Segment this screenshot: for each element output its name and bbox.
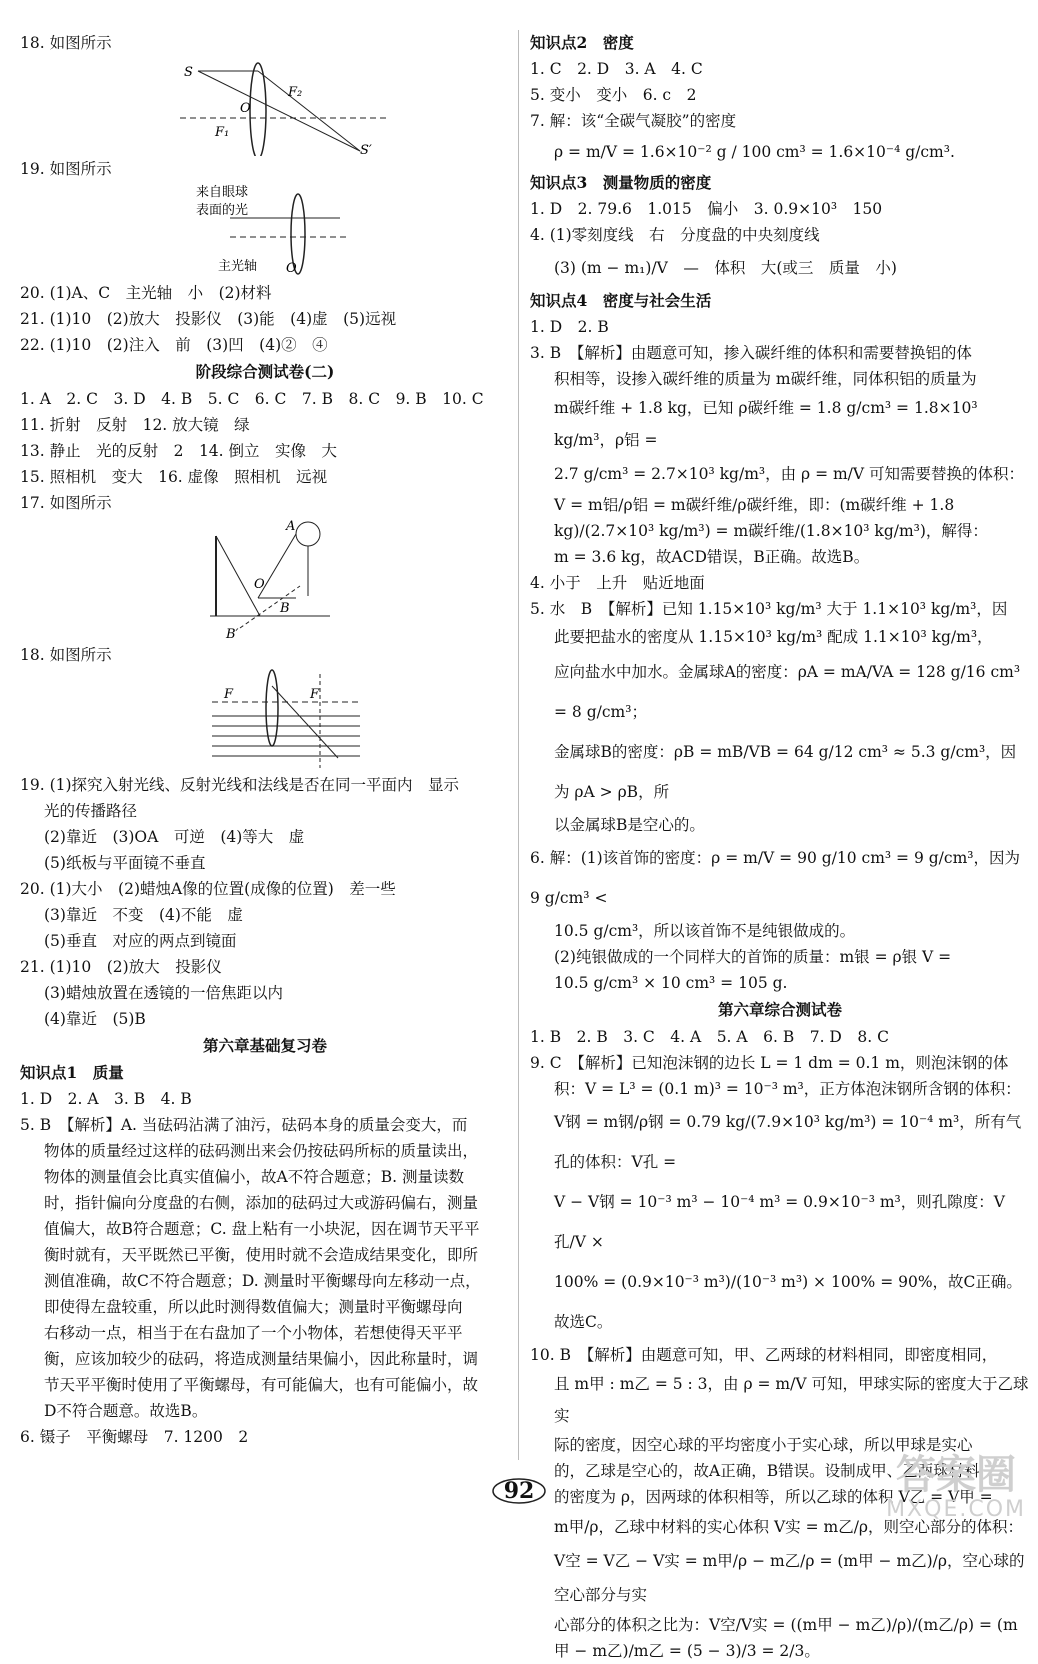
- answer-line: 17. 如图所示: [20, 494, 112, 512]
- right-column: [530, 30, 1030, 1664]
- answer-line: 此要把盐水的密度从 1.15×10³ kg/m³ 配成 1.1×10³ kg/m³，: [554, 628, 993, 646]
- label-F1: F₁: [215, 125, 230, 140]
- answer-line: 积相等，设掺入碳纤维的质量为 m碳纤维，同体积铝的质量为: [554, 370, 977, 388]
- answer-line: 22. (1)10 (2)注入 前 (3)凹 (4)② ④: [20, 336, 328, 354]
- answer-line: 6. 镊子 平衡螺母 7. 1200 2: [20, 1428, 249, 1446]
- knowledge-heading: 知识点2 密度: [530, 33, 634, 52]
- formula-line: V钢 = m钢/ρ钢 = 0.79 kg/(7.9×10³ kg/m³) = 10⁻⁴ m³，所有气孔的体积：V孔 =: [554, 1113, 1022, 1171]
- answer-line: 18. 如图所示: [20, 34, 112, 52]
- lens-diagram-1: [170, 56, 470, 156]
- ray-extension: [240, 586, 300, 628]
- answer-line: 以金属球B是空心的。: [554, 816, 705, 834]
- answer-line: 物体的测量值会比真实值偏小，故A不符合题意；B. 测量读数: [44, 1168, 464, 1186]
- lens-diagram-2: [190, 182, 490, 280]
- formula-line: V − V钢 = 10⁻³ m³ − 10⁻⁴ m³ = 0.9×10⁻³ m³，则孔隙度：V孔/V ×: [554, 1193, 1005, 1251]
- answer-line: m = 3.6 kg，故ACD错误，B正确。故选B。: [554, 548, 870, 566]
- label-F-left: F: [224, 687, 234, 702]
- formula-line: m甲/ρ，乙球中材料的实心体积 V实 = m乙/ρ，则空心部分的体积：: [554, 1518, 1024, 1536]
- answer-line: 衡时就有，天平既然已平衡，使用时就不会造成结果变化，即所: [44, 1246, 479, 1264]
- answer-line: 11. 折射 反射 12. 放大镜 绿: [20, 416, 250, 434]
- ray: [258, 71, 360, 151]
- answer-line: (5)垂直 对应的两点到镜面: [44, 932, 237, 950]
- label-F2: F₂: [288, 85, 303, 100]
- answer-line: 节天平平衡时使用了平衡螺母，有可能偏大，也有可能偏小，故: [44, 1376, 479, 1394]
- mirror-edge: [216, 536, 260, 616]
- ray: [272, 686, 338, 758]
- column-divider: [518, 30, 519, 1460]
- answer-line: 1. A 2. C 3. D 4. B 5. C 6. C 7. B 8. C 9. B 10. C: [20, 390, 484, 408]
- answer-line: 3. B 【解析】由题意可知，掺入碳纤维的体积和需要替换铝的体: [530, 344, 972, 362]
- answer-line: 4. (1)零刻度线 右 分度盘的中央刻度线: [530, 226, 820, 244]
- answer-line: 5. 变小 变小 6. c 2: [530, 86, 697, 104]
- section-title: 第六章基础复习卷: [202, 1036, 327, 1055]
- knowledge-heading: 知识点3 测量物质的密度: [530, 173, 712, 192]
- answer-line: 10. B 【解析】由题意可知，甲、乙两球的材料相同，即密度相同，: [530, 1346, 998, 1364]
- label-A: A: [286, 519, 296, 534]
- formula-line: 应向盐水中加水。金属球A的密度：ρA = mA/VA = 128 g/16 cm³ = 8 g/cm³；: [554, 663, 1025, 721]
- answer-line: 的密度为 ρ，因两球的体积相等，所以乙球的体积 V乙 = V甲 =: [554, 1488, 993, 1506]
- answer-line: 测值准确，故C不符合题意；D. 测量时平衡螺母向左移动一点，: [44, 1272, 481, 1290]
- answer-line: 18. 如图所示: [20, 646, 112, 664]
- label-B: B: [280, 601, 290, 616]
- answer-line: D不符合题意。故选B。: [44, 1402, 208, 1420]
- watermark-logo: [886, 1453, 1026, 1522]
- answer-line: 1. C 2. D 3. A 4. C: [530, 60, 703, 78]
- formula-line: (3) (m − m₁)/V — 体积 大(或三 质量 小): [554, 259, 897, 277]
- answer-line: 21. (1)10 (2)放大 投影仪 (3)能 (4)虚 (5)远视: [20, 310, 397, 328]
- answer-line: 1. D 2. 79.6 1.015 偏小 3. 0.9×10³ 150: [530, 200, 883, 218]
- answer-line: 7. 解：该“全碳气凝胶”的密度: [530, 112, 737, 130]
- label-O: O: [254, 577, 265, 592]
- formula-line: 6. 解：(1)该首饰的密度：ρ = m/V = 90 g/10 cm³ = 9 g/cm³，因为 9 g/cm³ <: [530, 849, 1025, 907]
- answer-line: (2)纯银做成的一个同样大的首饰的质量：m银 = ρ银 V =: [554, 948, 952, 966]
- answer-line: 19. (1)探究入射光线、反射光线和法线是否在同一平面内 显示: [20, 776, 460, 794]
- page-number-text: 92: [503, 1478, 535, 1504]
- answer-line: 际的密度，因空心球的平均密度小于实心球，所以甲球是实心: [554, 1436, 973, 1454]
- answer-line: (3)靠近 不变 (4)不能 虚: [44, 906, 243, 924]
- answer-line: 5. 水 B 【解析】已知 1.15×10³ kg/m³ 大于 1.1×10³ kg/m³，因: [530, 600, 1008, 618]
- formula-line: 金属球B的密度：ρB = mB/VB = 64 g/12 cm³ ≈ 5.3 g/cm³，因为 ρA > ρB，所: [554, 743, 1017, 801]
- label-O: O: [240, 101, 251, 116]
- convex-lens: [266, 670, 278, 746]
- left-column: [20, 30, 510, 1450]
- answer-line: 20. (1)大小 (2)蜡烛A像的位置(成像的位置) 差一些: [20, 880, 396, 898]
- formula-line: 心部分的体积之比为：V空/V实 = ((m甲 − m乙)/ρ)/(m乙/ρ) = (m甲 − m乙)/m乙 = (5 − 3)/3 = 2/3。: [554, 1616, 1018, 1660]
- answer-line: 且 m甲 : m乙 = 5 : 3，由 ρ = m/V 可知，甲球实际的密度大于乙球实: [554, 1375, 1029, 1425]
- convex-lens: [250, 63, 266, 156]
- label-O: O: [286, 261, 297, 276]
- answer-line: 光的传播路径: [44, 802, 138, 820]
- person-head: [296, 522, 320, 546]
- answer-line: 1. D 2. A 3. B 4. B: [20, 1090, 192, 1108]
- answer-line: 值偏大，故B符合题意；C. 盘上粘有一小块泥，因在调节天平平: [44, 1220, 480, 1238]
- answer-line: 15. 照相机 变大 16. 虚像 照相机 远视: [20, 468, 328, 486]
- label-S-prime: S′: [360, 143, 372, 156]
- label-axis: 主光轴: [218, 259, 258, 274]
- answer-line: (4)靠近 (5)B: [44, 1010, 146, 1028]
- answer-line: 即使得左盘较重，所以此时测得数值偏大；测量时平衡螺母向: [44, 1298, 463, 1316]
- answer-line: 4. 小于 上升 贴近地面: [530, 574, 705, 592]
- knowledge-heading: 知识点1 质量: [20, 1063, 124, 1082]
- answer-line: 5. B 【解析】A. 当砝码沾满了油污，砝码本身的质量会变大，而: [20, 1116, 468, 1134]
- label-eye-2: 表面的光: [196, 203, 249, 218]
- section-title: 第六章综合测试卷: [717, 1000, 842, 1019]
- label-S: S: [184, 65, 193, 80]
- answer-line: (2)靠近 (3)OA 可逆 (4)等大 虚: [44, 828, 305, 846]
- answer-line: (5)纸板与平面镜不垂直: [44, 854, 206, 872]
- formula-line: ρ = m/V = 1.6×10⁻² g / 100 cm³ = 1.6×10⁻⁴ g/cm³.: [554, 143, 955, 161]
- answer-line: 物体的质量经过这样的砝码测出来会仍按砝码所标的质量读出，: [44, 1142, 479, 1160]
- answer-line: 10.5 g/cm³ × 10 cm³ = 105 g.: [554, 974, 788, 992]
- answer-line: 13. 静止 光的反射 2 14. 倒立 实像 大: [20, 442, 338, 460]
- formula-line: 100% = (0.9×10⁻³ m³)/(10⁻³ m³) × 100% = 90%，故C正确。故选C。: [554, 1273, 1022, 1331]
- answer-line: 2.7 g/cm³ = 2.7×10³ kg/m³，由 ρ = m/V 可知需要替换的体积：: [554, 465, 1025, 483]
- lens-water-diagram: [210, 668, 510, 772]
- answer-line: 衡，应该加较少的砝码，将造成测量结果偏小，因此称量时，调: [44, 1350, 479, 1368]
- answer-line: 21. (1)10 (2)放大 投影仪: [20, 958, 222, 976]
- answer-line: 9. C 【解析】已知泡沫钢的边长 L = 1 dm = 0.1 m，则泡沫钢的体: [530, 1054, 1009, 1072]
- mirror-diagram: [210, 516, 510, 642]
- answer-line: 时，指针偏向分度盘的右侧，添加的砝码过大或游码偏右，测量: [44, 1194, 479, 1212]
- answer-line: 19. 如图所示: [20, 160, 112, 178]
- knowledge-heading: 知识点4 密度与社会生活: [530, 291, 712, 310]
- answer-line: 20. (1)A、C 主光轴 小 (2)材料: [20, 284, 272, 302]
- answer-line: 1. B 2. B 3. C 4. A 5. A 6. B 7. D 8. C: [530, 1028, 889, 1046]
- watermark-line-2: MXQE.COM: [886, 1497, 1026, 1522]
- answer-line: 1. D 2. B: [530, 318, 609, 336]
- answer-line: 右移动一点，相当于在右盘加了一个小物体，若想使得天平平: [44, 1324, 463, 1342]
- formula-line: V = m铝/ρ铝 = m碳纤维/ρ碳纤维，即：(m碳纤维 + 1.8 kg)/(2.7×10³ kg/m³) = m碳纤维/(1.8×10³ kg/m³)，解得：: [554, 496, 988, 540]
- answer-line: 的，乙球是空心的，故A正确，B错误。设制成甲、乙两球材料: [554, 1462, 980, 1480]
- formula-line: V空 = V乙 − V实 = m甲/ρ − m乙/ρ = (m甲 − m乙)/ρ，空心球的空心部分与实: [554, 1552, 1025, 1604]
- page-number: [489, 1476, 549, 1506]
- answer-line: (3)蜡烛放置在透镜的一倍焦距以内: [44, 984, 283, 1002]
- answer-line: 10.5 g/cm³，所以该首饰不是纯银做成的。: [554, 922, 856, 940]
- section-title: 阶段综合测试卷(二): [195, 362, 335, 381]
- label-eye-1: 来自眼球: [196, 185, 249, 200]
- watermark-line-1: 答案圈: [896, 1452, 1017, 1498]
- label-B-prime: B′: [226, 627, 239, 642]
- answer-line: m碳纤维 + 1.8 kg，已知 ρ碳纤维 = 1.8 g/cm³ = 1.8×10³ kg/m³，ρ铝 =: [554, 399, 983, 449]
- label-F-right: F: [310, 687, 320, 702]
- answer-line: 积：V = L³ = (0.1 m)³ = 10⁻³ m³，正方体泡沫钢所含钢的体积：: [554, 1080, 1021, 1098]
